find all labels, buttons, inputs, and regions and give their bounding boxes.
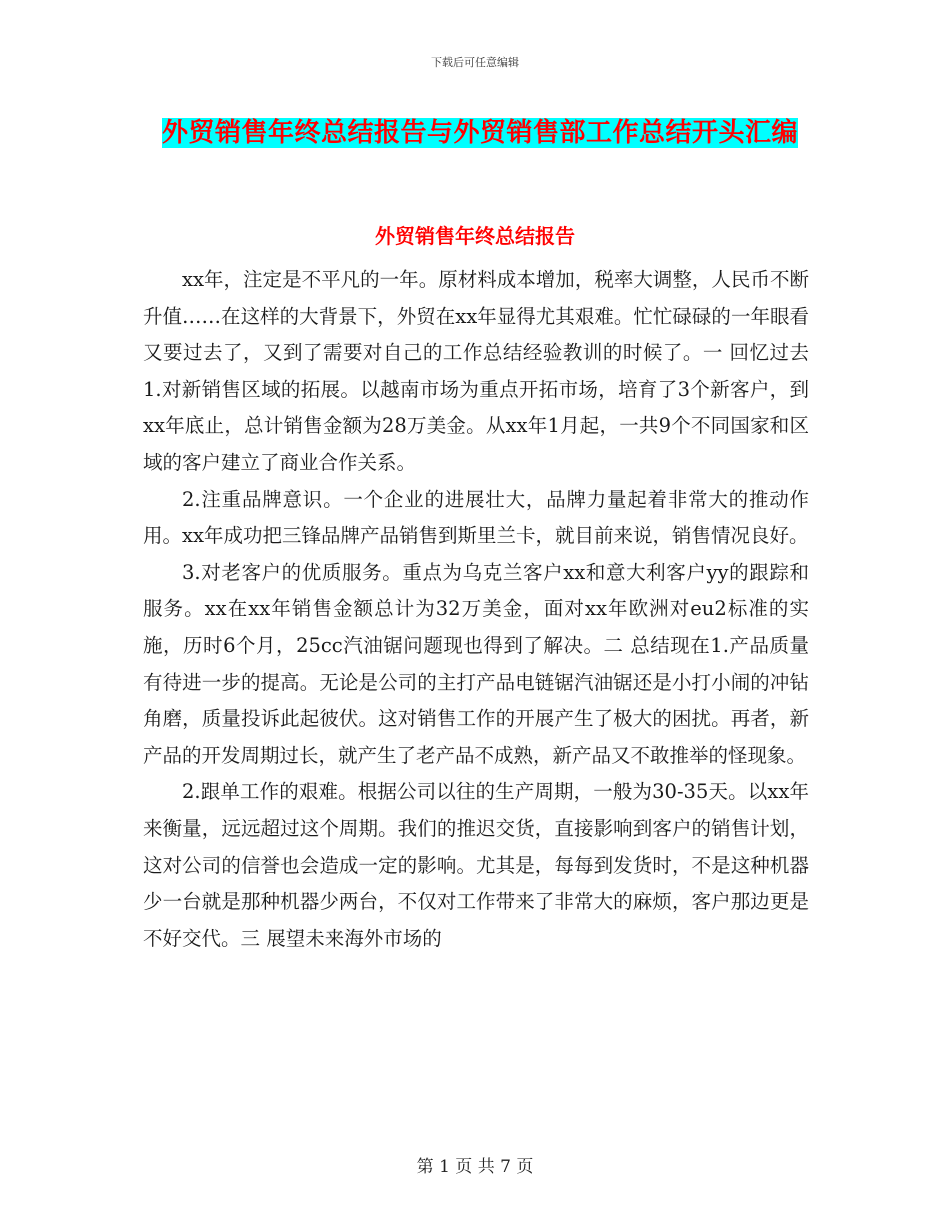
header-note: 下载后可任意编辑 (431, 56, 519, 69)
paragraph: xx年，注定是不平凡的一年。原材料成本增加，税率大调整，人民币不断升值……在这样的大背景下，外贸在xx年显得尤其艰难。忙忙碌碌的一年眼看又要过去了，又到了需要对自己的工作总结经验教训的时候了。一 回忆过去1.对新销售区域的拓展。以越南市场为重点开拓市场，培育了3个新客户，到xx年底止，总计销售金额为28万美金。从xx年1月起，一共9个不同国家和区域的客户建立了商业合作关系。 (143, 268, 809, 474)
page-number: 第 1 页 共 7 页 (416, 1157, 534, 1177)
paragraph: 2.跟单工作的艰难。根据公司以往的生产周期，一般为30-35天。以xx年来衡量，远远超过这个周期。我们的推迟交货，直接影响到客户的销售计划，这对公司的信誉也会造成一定的影响。尤其是，每每到发货时，不是这种机器少一台就是那种机器少两台，不仅对工作带来了非常大的麻烦，客户那边更是不好交代。三 展望未来海外市场的 (143, 780, 809, 950)
document-title-text: 外贸销售年终总结报告与外贸销售部工作总结开头汇编 (161, 118, 798, 148)
paragraph: 3.对老客户的优质服务。重点为乌克兰客户xx和意大利客户yy的跟踪和服务。xx在xx年销售金额总计为32万美金，面对xx年欧洲对eu2标准的实施，历时6个月，25cc汽油锯问题现也得到了解决。二 总结现在1.产品质量有待进一步的提高。无论是公司的主打产品电链锯汽油锯还是小打小闹的冲钻角磨，质量投诉此起彼伏。这对销售工作的开展产生了极大的困扰。再者，新产品的开发周期过长，就产生了老产品不成熟，新产品又不敢推举的怪现象。 (143, 560, 809, 767)
document-title (140, 108, 820, 158)
section-title: 外贸销售年终总结报告 (375, 224, 575, 248)
body-text (143, 262, 809, 957)
paragraph: 2.注重品牌意识。一个企业的进展壮大，品牌力量起着非常大的推动作用。xx年成功把三锋品牌产品销售到斯里兰卡，就目前来说，销售情况良好。 (143, 487, 809, 548)
